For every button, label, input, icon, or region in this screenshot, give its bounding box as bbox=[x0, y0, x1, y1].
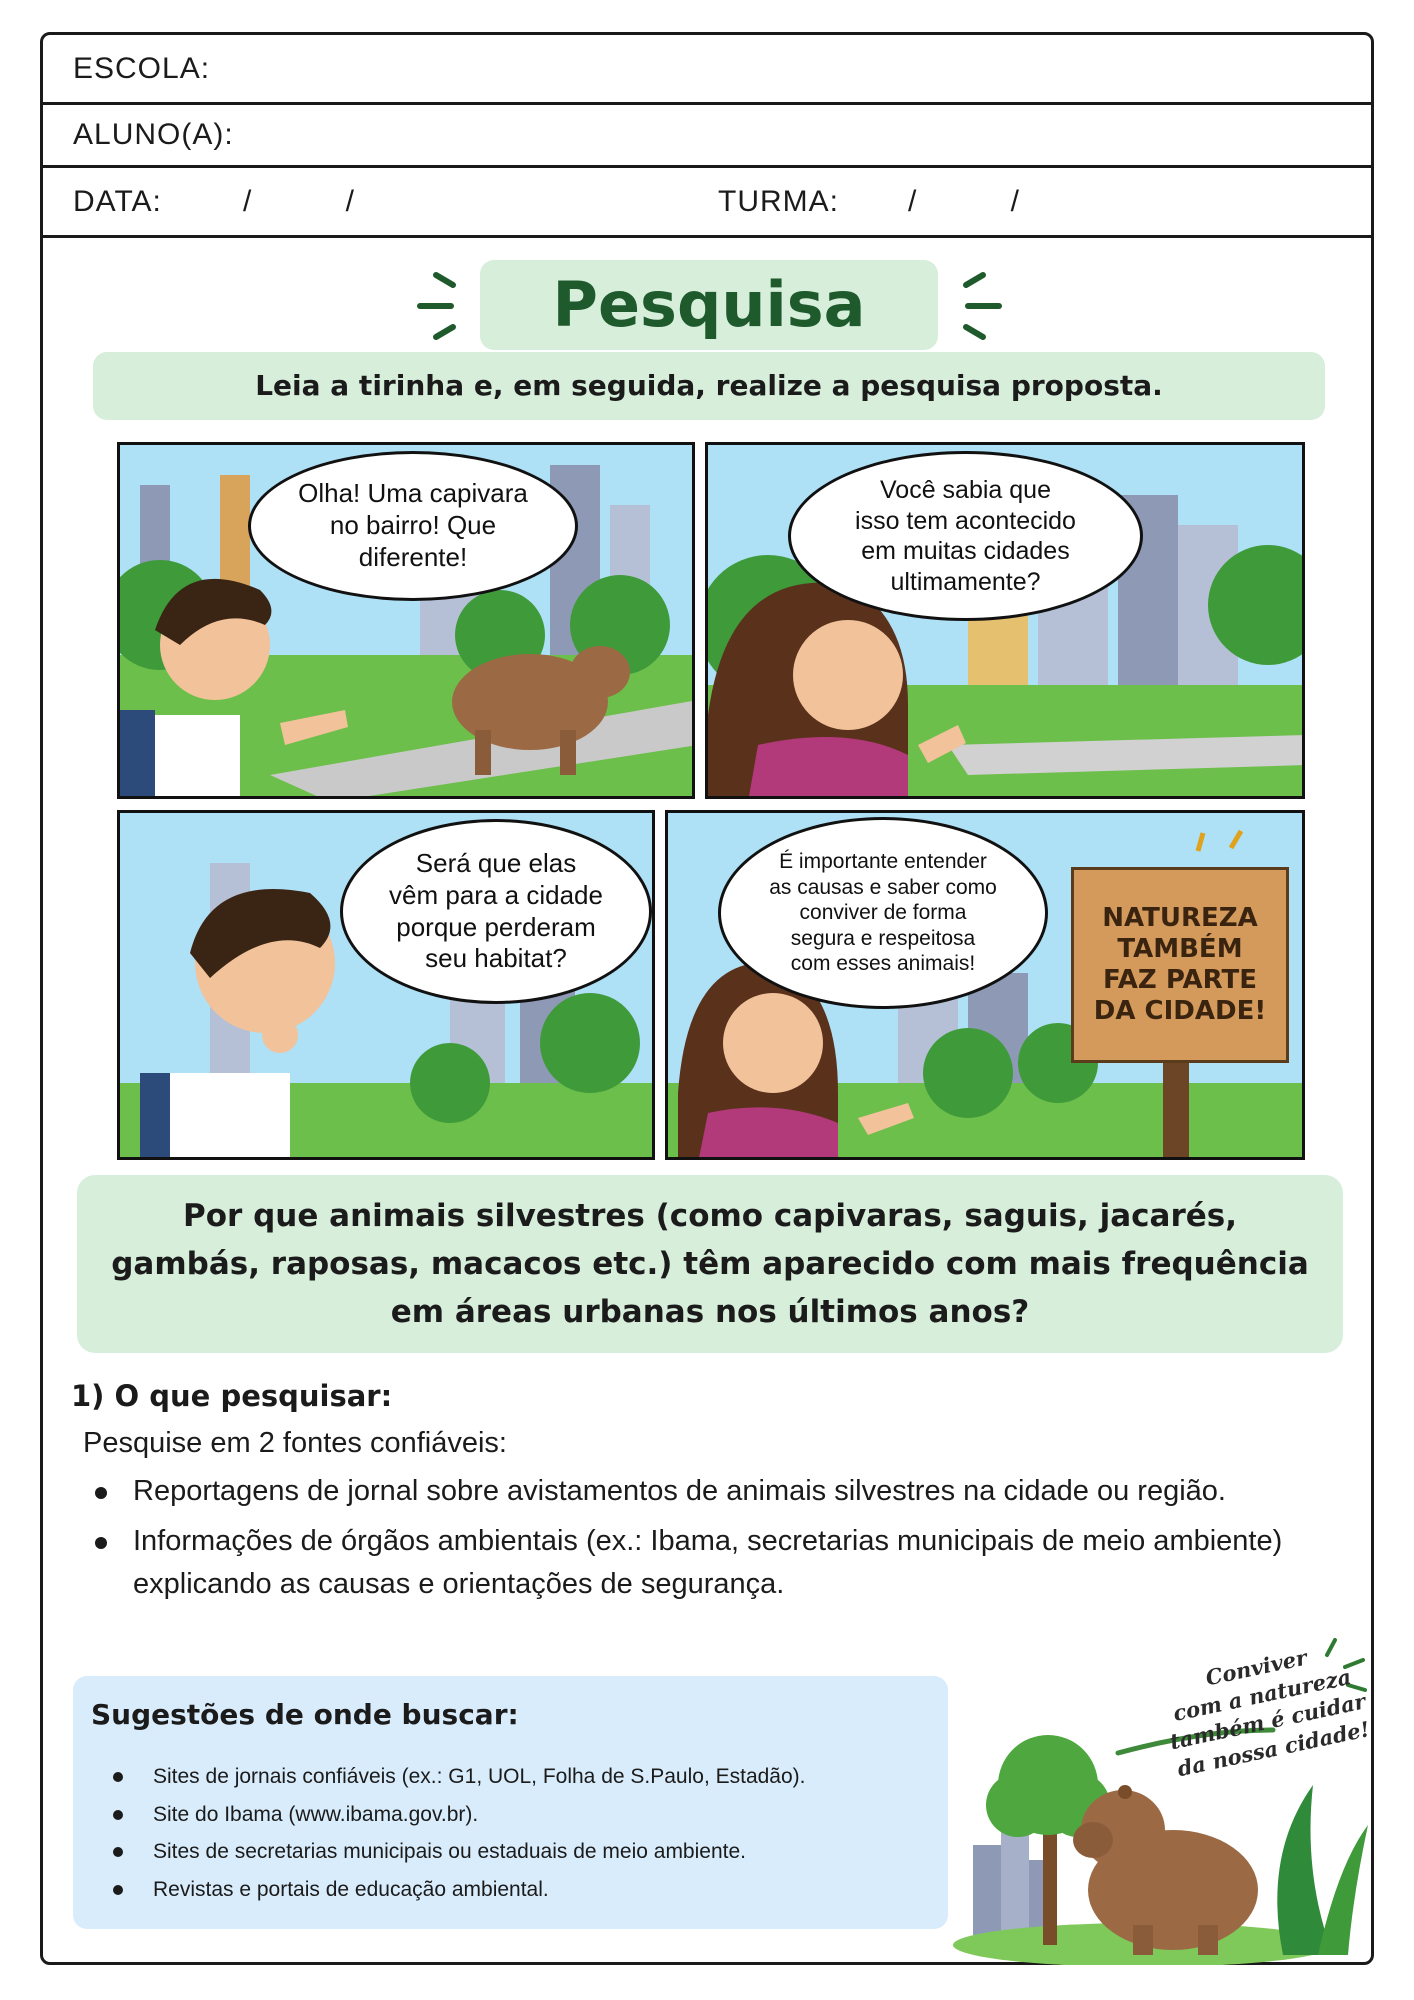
date-label: DATA: bbox=[73, 184, 162, 218]
section-heading: 1) O que pesquisar: bbox=[71, 1379, 393, 1413]
handwritten-note: Conviver com a natureza também é cuidar da nossa cidade! bbox=[1167, 1644, 1372, 1782]
suggestion-item: Revistas e portais de educação ambiental. bbox=[109, 1871, 806, 1909]
page-title: Pesquisa bbox=[480, 260, 938, 350]
student-row[interactable] bbox=[43, 105, 1371, 168]
school-label: ESCOLA: bbox=[73, 51, 211, 85]
research-item: Reportagens de jornal sobre avistamentos de animais silvestres na cidade ou região. bbox=[91, 1470, 1291, 1514]
comic-panel-1 bbox=[117, 442, 695, 799]
speech-bubble-2: Você sabia que isso tem acontecido em muitas cidades ultimamente? bbox=[788, 451, 1143, 621]
suggestions-box bbox=[73, 1676, 948, 1929]
school-row[interactable] bbox=[43, 35, 1371, 105]
worksheet bbox=[40, 32, 1374, 1965]
research-item: Informações de órgãos ambientais (ex.: Ibama, secretarias municipais de meio ambiente) explicando as causas e orientações de segurança. bbox=[91, 1520, 1291, 1607]
comic-panel-2 bbox=[705, 442, 1305, 799]
comic-panel-3 bbox=[117, 810, 655, 1160]
speech-bubble-3: Será que elas vêm para a cidade porque perderam seu habitat? bbox=[340, 819, 652, 1004]
research-list bbox=[91, 1470, 1291, 1613]
suggestion-item: Sites de secretarias municipais ou estaduais de meio ambiente. bbox=[109, 1833, 806, 1871]
date-class-row[interactable] bbox=[43, 168, 1371, 238]
speech-bubble-1: Olha! Uma capivara no bairro! Que diferente! bbox=[248, 451, 578, 601]
instruction-banner: Leia a tirinha e, em seguida, realize a pesquisa proposta. bbox=[93, 352, 1325, 420]
suggestion-item: Sites de jornais confiáveis (ex.: G1, UOL, Folha de S.Paulo, Estadão). bbox=[109, 1758, 806, 1796]
speech-bubble-4: É importante entender as causas e saber como conviver de forma segura e respeitosa com esses animais! bbox=[718, 817, 1048, 1009]
suggestions-list bbox=[109, 1758, 806, 1908]
comic-panel-4 bbox=[665, 810, 1305, 1160]
nature-sign: NATUREZA TAMBÉM FAZ PARTE DA CIDADE! bbox=[1071, 867, 1289, 1063]
date-slashes: / / bbox=[243, 184, 356, 218]
research-question: Por que animais silvestres (como capivaras, saguis, jacarés, gambás, raposas, macacos etc.) têm aparecido com mais frequência em áreas urbanas nos últimos anos? bbox=[77, 1175, 1343, 1353]
class-label: TURMA: bbox=[718, 184, 839, 218]
student-label: ALUNO(A): bbox=[73, 118, 234, 151]
suggestion-item: Site do Ibama (www.ibama.gov.br). bbox=[109, 1796, 806, 1834]
title-area bbox=[43, 248, 1371, 348]
suggestions-title: Sugestões de onde buscar: bbox=[91, 1698, 519, 1731]
section-intro: Pesquise em 2 fontes confiáveis: bbox=[83, 1427, 507, 1459]
class-slashes: / / bbox=[908, 184, 1021, 218]
